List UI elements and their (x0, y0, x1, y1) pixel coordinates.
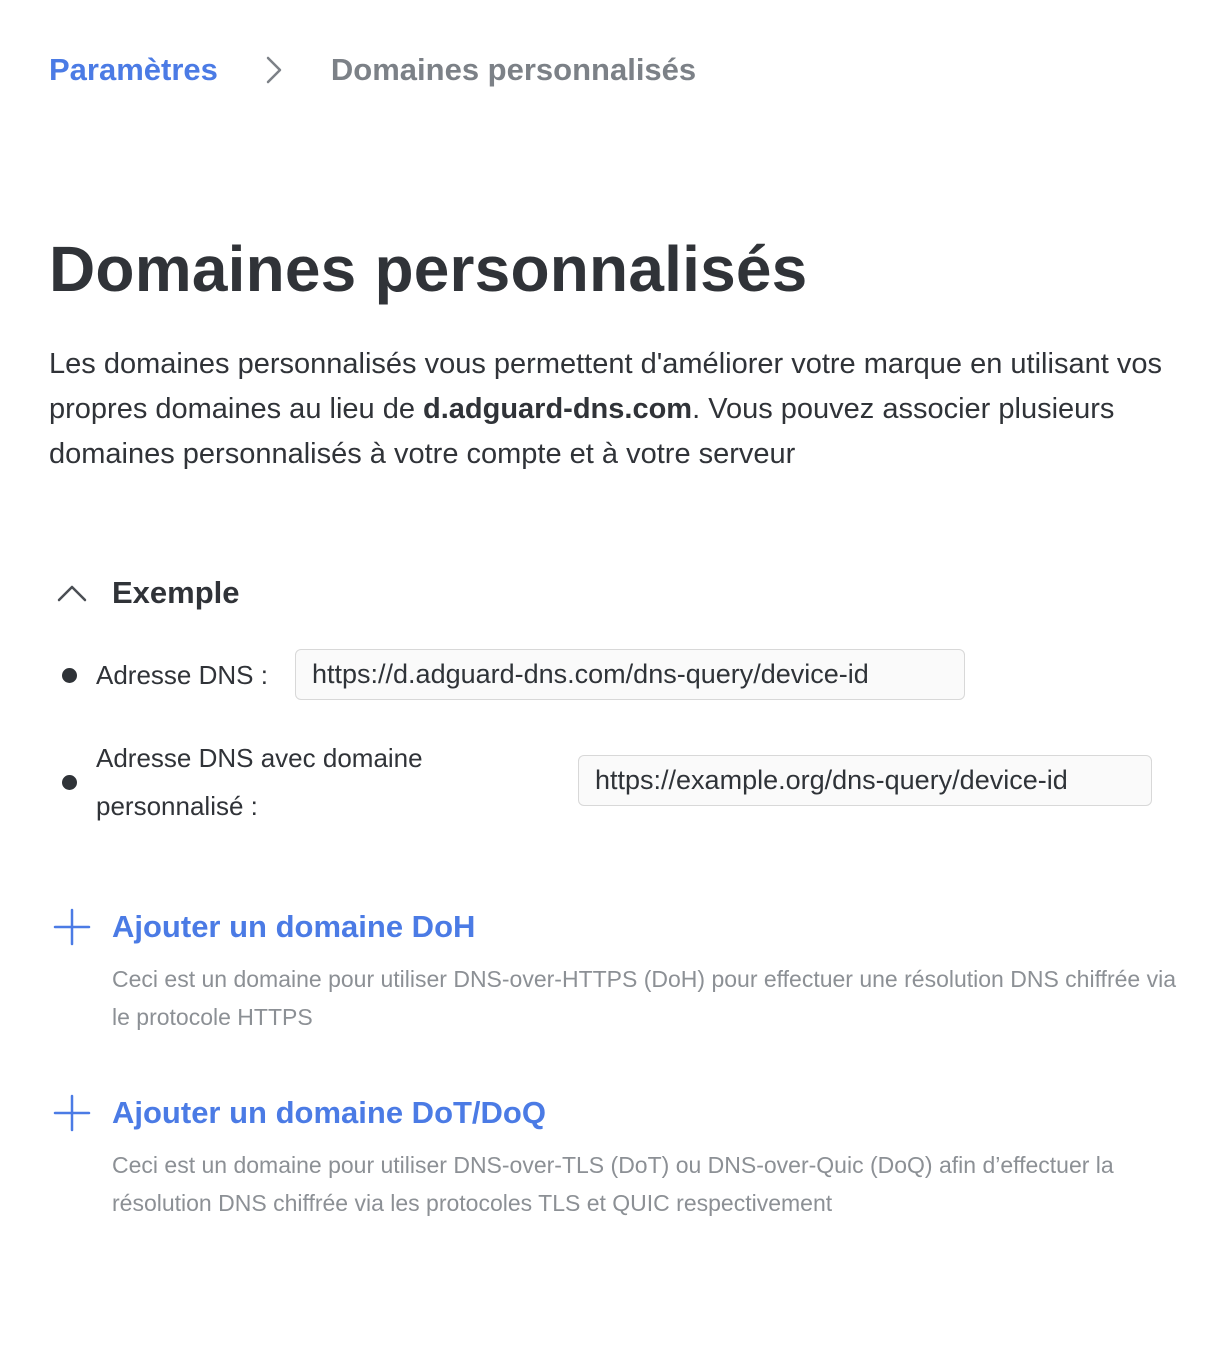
example-item-label: Adresse DNS avec domaine personnalisé : (96, 743, 423, 821)
example-label: Exemple (112, 575, 240, 610)
plus-icon (52, 907, 92, 947)
page-title: Domaines personnalisés (49, 233, 808, 305)
breadcrumb-link-settings[interactable]: Paramètres (49, 52, 218, 87)
description-text-start: Les domaines personnalisés vous permettent d'améliorer votre marque en utilisant vos propres domaines au lieu de (49, 348, 1162, 425)
example-item-label: Adresse DNS : (96, 659, 268, 690)
description-text-end: . Vous pouvez associer plusieurs domaines personnalisés à votre compte et à votre serveur (49, 393, 1115, 470)
add-dot-doq-domain-description: Ceci est un domaine pour utiliser DNS-over-TLS (DoT) ou DNS-over-Quic (DoQ) afin d’effectuer la résolution DNS chiffrée via les protocoles TLS et QUIC respectivement (112, 1152, 1114, 1216)
breadcrumb-current: Domaines personnalisés (330, 52, 697, 87)
chevron-right-icon (218, 55, 331, 85)
bullet (62, 668, 77, 683)
plus-icon (52, 1093, 92, 1133)
example-dns-address-value[interactable]: https://d.adguard-dns.com/dns-query/device-id (295, 649, 965, 700)
add-dot-doq-domain-title: Ajouter un domaine DoT/DoQ (112, 1095, 546, 1130)
add-doh-domain-description: Ceci est un domaine pour utiliser DNS-over-HTTPS (DoH) pour effectuer une résolution DNS chiffrée via le protocole HTTPS (112, 966, 1176, 1030)
page-description (49, 342, 1179, 477)
default-domain: d.adguard-dns.com (423, 393, 693, 425)
breadcrumb (49, 50, 696, 90)
chevron-up-icon (52, 573, 92, 613)
example-custom-dns-address-value[interactable]: https://example.org/dns-query/device-id (578, 755, 1152, 806)
example-item-custom-dns-address (62, 734, 496, 830)
add-doh-domain-title: Ajouter un domaine DoH (112, 909, 476, 944)
add-dot-doq-domain-button[interactable] (52, 1092, 1182, 1222)
add-doh-domain-button[interactable] (52, 906, 1182, 1036)
example-toggle[interactable] (52, 570, 240, 616)
example-item-dns-address (62, 652, 268, 698)
bullet (62, 775, 77, 790)
